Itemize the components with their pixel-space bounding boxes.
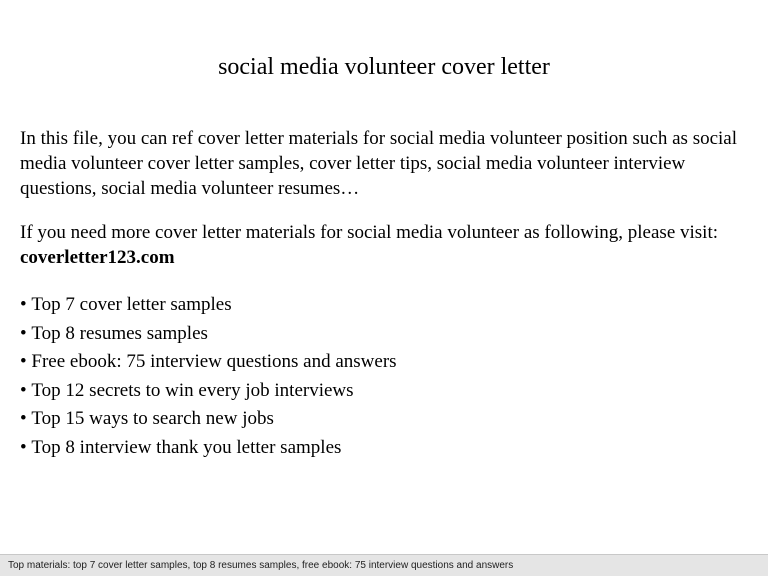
footer-text: Top materials: top 7 cover letter samples, top 8 resumes samples, free ebook: 75 interview questions and answers — [8, 560, 514, 571]
visit-paragraph — [20, 220, 748, 270]
list-item: • Top 15 ways to search new jobs — [20, 405, 397, 434]
visit-text: If you need more cover letter materials for social media volunteer as following, please visit: — [20, 222, 719, 243]
footer-bar — [0, 554, 768, 576]
list-item: • Top 7 cover letter samples — [20, 291, 397, 320]
slide-title: social media volunteer cover letter — [218, 54, 550, 80]
list-item: • Top 12 secrets to win every job interviews — [20, 377, 397, 406]
list-item: • Free ebook: 75 interview questions and answers — [20, 348, 397, 377]
intro-paragraph: In this file, you can ref cover letter materials for social media volunteer position such as social media volunteer cover letter samples, cover letter tips, social media volunteer interview questions, social media volunteer resumes… — [20, 128, 738, 199]
list-item: • Top 8 interview thank you letter samples — [20, 434, 397, 463]
website-link[interactable]: coverletter123.com — [20, 247, 175, 268]
list-item: • Top 8 resumes samples — [20, 320, 397, 349]
materials-list — [20, 291, 397, 462]
